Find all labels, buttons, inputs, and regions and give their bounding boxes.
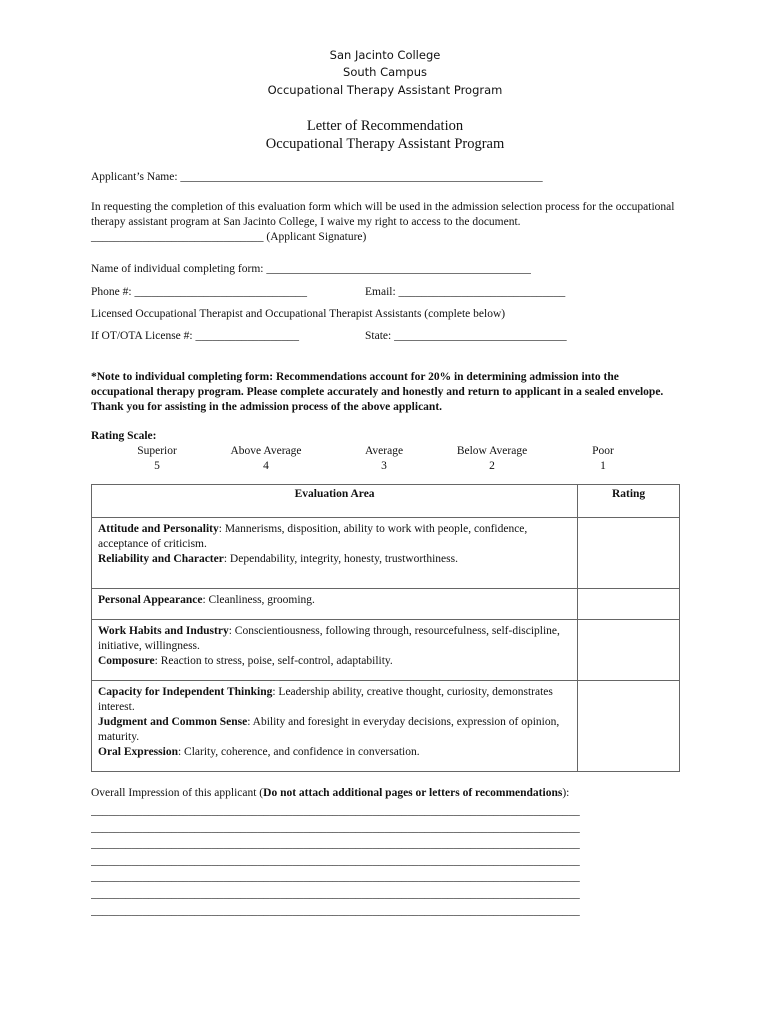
completer-name-field[interactable]: Name of individual completing form: ______________________________________________ [91, 263, 531, 275]
applicant-signature-field[interactable]: ______________________________ (Applicant Signature) [91, 231, 367, 243]
license-number-field[interactable]: If OT/OTA License #: __________________ [91, 330, 299, 342]
criterion [98, 715, 573, 745]
overall-impression-label [91, 786, 569, 801]
waiver-statement: In requesting the completion of this evaluation form which will be used in the admission selection process for the occupational therapy assistant program at San Jacinto College, I waive my right to access to the document. [91, 201, 675, 228]
program-name: Occupational Therapy Assistant Program [267, 83, 503, 97]
campus-name: South Campus [343, 65, 427, 79]
write-in-line[interactable]: _____________________________________________________________________________________ [91, 871, 580, 884]
criterion-desc: : Cleanliness, grooming. [202, 594, 315, 606]
table-row [92, 518, 680, 589]
rating-level-poor [548, 444, 658, 474]
applicant-name-field[interactable]: Applicant’s Name: _______________________________________________________________ [91, 171, 543, 183]
criterion-desc: : Clarity, coherence, and confidence in conversation. [177, 746, 420, 758]
rating-header: Rating [578, 485, 680, 518]
criterion [98, 685, 573, 715]
rating-level-average [329, 444, 439, 474]
phone-field[interactable]: Phone #: ______________________________ [91, 286, 307, 298]
evaluation-area-cell [92, 589, 578, 620]
evaluation-area-cell [92, 681, 578, 772]
overall-impression-lines[interactable] [91, 804, 681, 920]
criterion [98, 745, 573, 760]
write-in-line[interactable]: _____________________________________________________________________________________ [91, 887, 580, 900]
rating-level-value: 1 [600, 460, 606, 472]
criterion-desc: : Leadership ability, creative thought, curiosity, demonstrates interest. [98, 686, 553, 713]
rating-cell[interactable] [578, 518, 680, 589]
rating-level-value: 3 [381, 460, 387, 472]
rating-level-superior [102, 444, 212, 474]
table-row [92, 620, 680, 681]
rating-level-name: Poor [592, 445, 614, 457]
criterion-term: Capacity for Independent Thinking [98, 686, 273, 698]
rating-level-name: Average [364, 445, 404, 457]
overall-suffix: ): [562, 787, 570, 799]
write-in-line[interactable]: _____________________________________________________________________________________ [91, 904, 580, 917]
rating-level-above-average [211, 444, 321, 474]
overall-prefix: Overall Impression of this applicant ( [91, 787, 264, 799]
email-field[interactable]: Email: _____________________________ [365, 286, 566, 298]
evaluation-area-cell [92, 620, 578, 681]
criterion-desc: : Conscientiousness, following through, resourcefulness, self-discipline, initiative, willingness. [98, 625, 560, 652]
rating-level-name: Below Average [456, 445, 528, 457]
criterion-term: Reliability and Character [98, 553, 224, 565]
criterion [98, 654, 573, 669]
evaluation-area-cell [92, 518, 578, 589]
overall-bold-instruction: Do not attach additional pages or letters of recommendations [263, 787, 563, 799]
rating-level-value: 2 [489, 460, 495, 472]
licensed-note: Licensed Occupational Therapist and Occupational Therapist Assistants (complete below) [91, 308, 506, 320]
table-row [92, 589, 680, 620]
criterion-desc: : Ability and foresight in everyday decisions, expression of opinion, maturity. [98, 716, 560, 743]
rating-level-value: 5 [154, 460, 160, 472]
college-name: San Jacinto College [329, 48, 441, 62]
rating-level-below-average [437, 444, 547, 474]
table-header-row [92, 485, 680, 518]
write-in-line[interactable]: _____________________________________________________________________________________ [91, 854, 580, 867]
form-subtitle: Occupational Therapy Assistant Program [265, 136, 505, 152]
write-in-line[interactable]: _____________________________________________________________________________________ [91, 805, 580, 817]
rating-level-name: Above Average [230, 445, 302, 457]
evaluation-table [91, 484, 680, 772]
criterion-term: Judgment and Common Sense [98, 716, 248, 728]
rating-level-value: 4 [263, 460, 269, 472]
table-row [92, 681, 680, 772]
criterion [98, 522, 573, 552]
rating-scale-label: Rating Scale: [91, 430, 157, 442]
rating-level-name: Superior [137, 445, 177, 457]
criterion-desc: : Dependability, integrity, honesty, trustworthiness. [223, 553, 458, 565]
criterion-term: Composure [98, 655, 155, 667]
criterion-term: Personal Appearance [98, 594, 203, 606]
criterion-desc: : Reaction to stress, poise, self-control, adaptability. [154, 655, 393, 667]
rating-cell[interactable] [578, 620, 680, 681]
form-title: Letter of Recommendation [306, 118, 464, 134]
criterion [98, 552, 573, 567]
criterion-term: Attitude and Personality [98, 523, 219, 535]
write-in-line[interactable]: _____________________________________________________________________________________ [91, 821, 580, 834]
criterion-term: Work Habits and Industry [98, 625, 229, 637]
write-in-line[interactable]: _____________________________________________________________________________________ [91, 838, 580, 851]
evaluation-area-header: Evaluation Area [92, 485, 578, 518]
rating-cell[interactable] [578, 589, 680, 620]
criterion-term: Oral Expression [98, 746, 178, 758]
criterion-desc: : Mannerisms, disposition, ability to work with people, confidence, acceptance of criticism. [98, 523, 528, 550]
rating-cell[interactable] [578, 681, 680, 772]
note-to-recommender: *Note to individual completing form: Recommendations account for 20% in determining admission into the occupational therapy program. Please complete accurately and honestly and return to applicant in a sealed envelope. Thank you for assisting in the admission process of the above applicant. [91, 371, 664, 413]
criterion [98, 593, 573, 608]
state-field[interactable]: State: ______________________________ [365, 330, 567, 342]
criterion [98, 624, 573, 654]
